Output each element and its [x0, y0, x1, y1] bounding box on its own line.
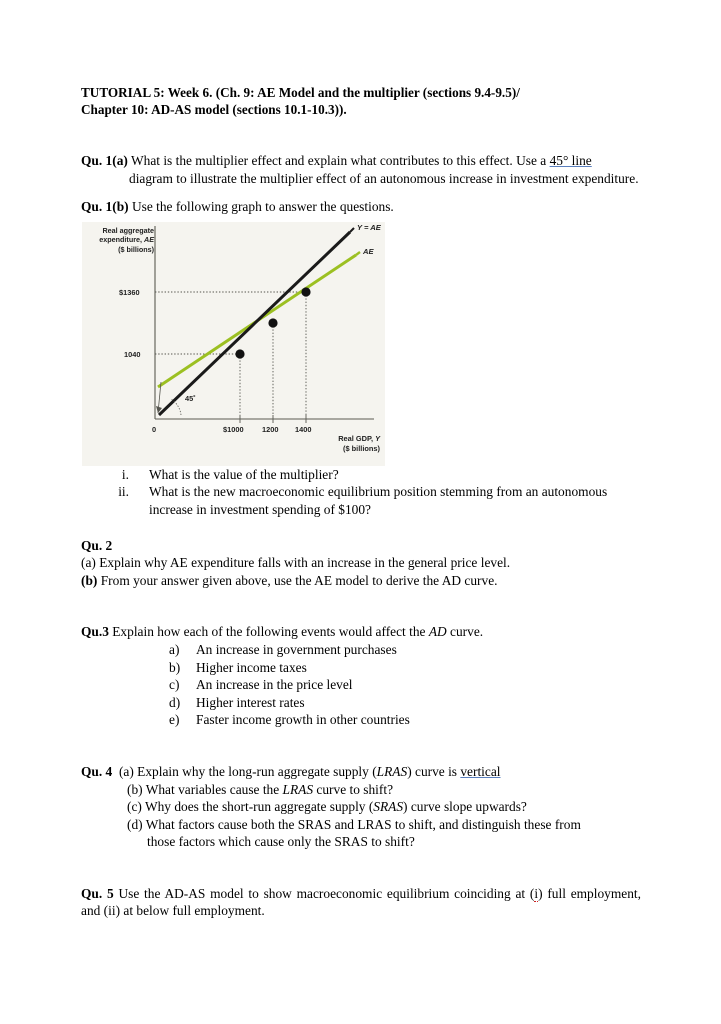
question-4d-line-1: (d) What factors cause both the SRAS and LRAS to shift, and distinguish these from: [127, 816, 581, 832]
question-1a: [81, 152, 641, 187]
question-1a-underlined-term: 45° line: [549, 153, 592, 168]
question-1a-text-before: What is the multiplier effect and explain what contributes to this effect. Use a: [127, 153, 550, 168]
x-axis-title-line-1: Real GDP, Y: [338, 433, 380, 443]
list-marker: ii.: [118, 484, 129, 500]
question-3: [81, 623, 641, 641]
x-tick-label-1200: 1200: [262, 424, 279, 434]
ae-multiplier-chart: [82, 222, 385, 466]
question-1b-text: Use the following graph to answer the questions.: [128, 199, 394, 215]
y-axis-title-line-2: expenditure, AE: [99, 235, 154, 245]
question-5-text-after: ) full employment, and (ii) at below full employment.: [81, 885, 641, 919]
document-title: [81, 84, 641, 118]
list-item: [81, 659, 641, 677]
x-tick-label-1400: 1400: [295, 424, 312, 434]
question-5-text-before: Use the AD-AS model to show macroeconomic equilibrium coinciding at (: [113, 885, 535, 901]
question-4b-emphasis: LRAS: [282, 781, 314, 797]
question-5: [81, 885, 641, 920]
question-4-label: Qu. 4: [81, 763, 113, 779]
question-4c-prefix: (c) Why does the short-run aggregate supply (: [127, 799, 374, 815]
question-3-sublist: [81, 641, 641, 729]
question-2a: [81, 554, 641, 572]
x-tick-label-0: 0: [152, 424, 157, 434]
list-text: What is the new macroeconomic equilibrium position stemming from an autonomous increase in investment spending of $100?: [149, 484, 608, 517]
y-axis-title-emphasis: AE: [144, 235, 154, 245]
spacer: [81, 589, 641, 623]
list-item: [81, 781, 641, 799]
question-1b-label: Qu. 1(b): [81, 199, 129, 215]
question-4c-emphasis: SRAS: [373, 799, 404, 815]
data-point-1400: [301, 287, 310, 296]
question-4a-underlined-term: vertical: [460, 763, 501, 779]
question-2b-text: From your answer given above, use the AE model to derive the AD curve.: [97, 572, 498, 588]
spacer: [81, 519, 641, 537]
y-tick-label-1360: $1360: [119, 287, 140, 297]
spacer: [81, 118, 641, 152]
question-2b-marker: (b): [81, 572, 98, 588]
spacer: [81, 851, 641, 885]
question-4b-suffix: curve to shift?: [313, 781, 394, 797]
question-4: [81, 763, 641, 781]
spacer: [81, 729, 641, 763]
document-content: [81, 84, 641, 920]
question-4d-line-2: those factors which cause only the SRAS to shift?: [147, 834, 415, 850]
list-marker: d): [169, 694, 181, 710]
question-4a-mid: ) curve is: [407, 763, 461, 779]
question-2b: [81, 572, 641, 590]
y-axis-title-line-3: ($ billions): [118, 244, 154, 254]
title-line-2: Chapter 10: AD-AS model (sections 10.1-10.3)).: [81, 102, 347, 117]
question-4c-suffix: ) curve slope upwards?: [403, 799, 527, 815]
list-marker: a): [169, 641, 180, 657]
question-4a-prefix: (a) Explain why the long-run aggregate supply (: [118, 763, 377, 779]
list-item: [81, 676, 641, 694]
x-tick-label-1000: $1000: [223, 424, 244, 434]
question-4a-emphasis: LRAS: [376, 763, 408, 779]
list-marker: e): [169, 712, 180, 728]
x-axis-title: [252, 434, 380, 454]
list-marker: i.: [121, 466, 129, 482]
list-text: What is the value of the multiplier?: [149, 466, 339, 482]
question-1b-sublist: [81, 466, 641, 519]
list-item: [81, 798, 641, 816]
x-axis-title-emphasis: Y: [375, 433, 380, 443]
list-text: Higher income taxes: [196, 659, 307, 675]
data-point-1000: [235, 349, 244, 358]
question-2a-marker: (a): [81, 555, 96, 571]
list-item: [81, 641, 641, 659]
list-text: An increase in the price level: [196, 677, 353, 693]
data-point-1200: [268, 318, 277, 327]
question-3-emphasis: AD: [428, 624, 447, 640]
question-5-spellcheck-word: i: [534, 885, 539, 901]
list-item: [81, 694, 641, 712]
list-item: [81, 816, 641, 851]
angle-label-45: 45˚: [185, 393, 196, 403]
list-item: [81, 483, 641, 518]
question-4-sublist: [81, 781, 641, 851]
question-2a-text: Explain why AE expenditure falls with an increase in the general price level.: [95, 555, 511, 571]
y-axis-title: [82, 226, 154, 255]
list-item: [81, 466, 641, 484]
list-item: [81, 711, 641, 729]
list-marker: b): [169, 659, 181, 675]
series-label-y-equals-ae: Y = AE: [357, 222, 381, 232]
question-1b: [81, 198, 641, 216]
list-text: An increase in government purchases: [196, 641, 397, 657]
y-axis-title-line-1: Real aggregate: [102, 225, 154, 235]
question-3-text-after: curve.: [446, 624, 484, 640]
title-line-1: TUTORIAL 5: Week 6. (Ch. 9: AE Model and the multiplier (sections 9.4-9.5)/: [81, 85, 520, 100]
question-4b-prefix: (b) What variables cause the: [127, 781, 283, 797]
series-label-ae: AE: [363, 246, 374, 256]
list-text: Faster income growth in other countries: [196, 712, 410, 728]
question-1a-text-after: diagram to illustrate the multiplier effect of an autonomous increase in investment expenditure.: [129, 170, 639, 186]
spacer: [81, 187, 641, 198]
question-5-label: Qu. 5: [81, 885, 114, 901]
list-marker: c): [169, 677, 180, 693]
question-2-label: Qu. 2: [81, 537, 113, 553]
y-tick-label-1040: 1040: [124, 349, 141, 359]
question-3-text-before: Explain how each of the following events would affect the: [108, 624, 429, 640]
question-1a-label: Qu. 1(a): [81, 153, 128, 168]
list-text: Higher interest rates: [196, 694, 305, 710]
x-axis-title-line-2: ($ billions): [343, 443, 380, 453]
question-3-label: Qu.3: [81, 624, 109, 640]
